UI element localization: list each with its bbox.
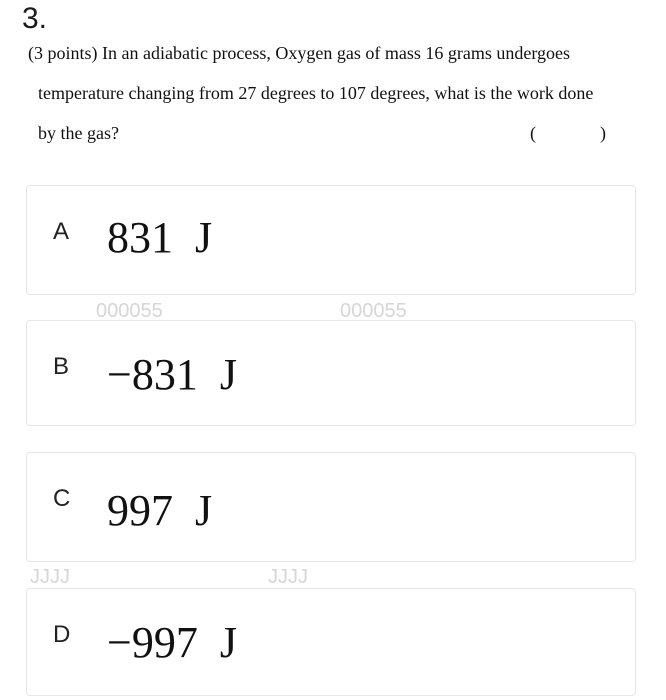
option-d-value: −997 J — [99, 615, 245, 671]
option-d-letter: D — [53, 621, 71, 648]
option-a-value: 831 J — [99, 210, 220, 266]
question-stem-line-1: (3 points) In an adiabatic process, Oxygen gas of mass 16 grams undergoes — [28, 43, 571, 63]
option-c[interactable] — [26, 452, 636, 562]
option-a-letter: A — [53, 218, 70, 245]
watermark: 000055 — [340, 300, 407, 322]
option-c-letter: C — [53, 485, 71, 512]
option-b-value: −831 J — [99, 347, 245, 403]
question-number: 3. — [22, 2, 48, 35]
answer-blank-open: ( — [530, 123, 536, 143]
answer-blank-close: ) — [600, 123, 606, 143]
option-a[interactable] — [26, 185, 636, 295]
watermark: JJJJ — [268, 566, 308, 588]
question-stem-line-3: by the gas? — [38, 123, 119, 143]
watermark: JJJJ — [30, 566, 70, 588]
watermark: 000055 — [96, 300, 163, 322]
option-c-value: 997 J — [99, 483, 220, 539]
option-d[interactable] — [26, 588, 636, 696]
option-b[interactable] — [26, 320, 636, 426]
option-b-letter: B — [53, 353, 70, 380]
question-stem-line-2: temperature changing from 27 degrees to 107 degrees, what is the work done — [38, 83, 594, 103]
